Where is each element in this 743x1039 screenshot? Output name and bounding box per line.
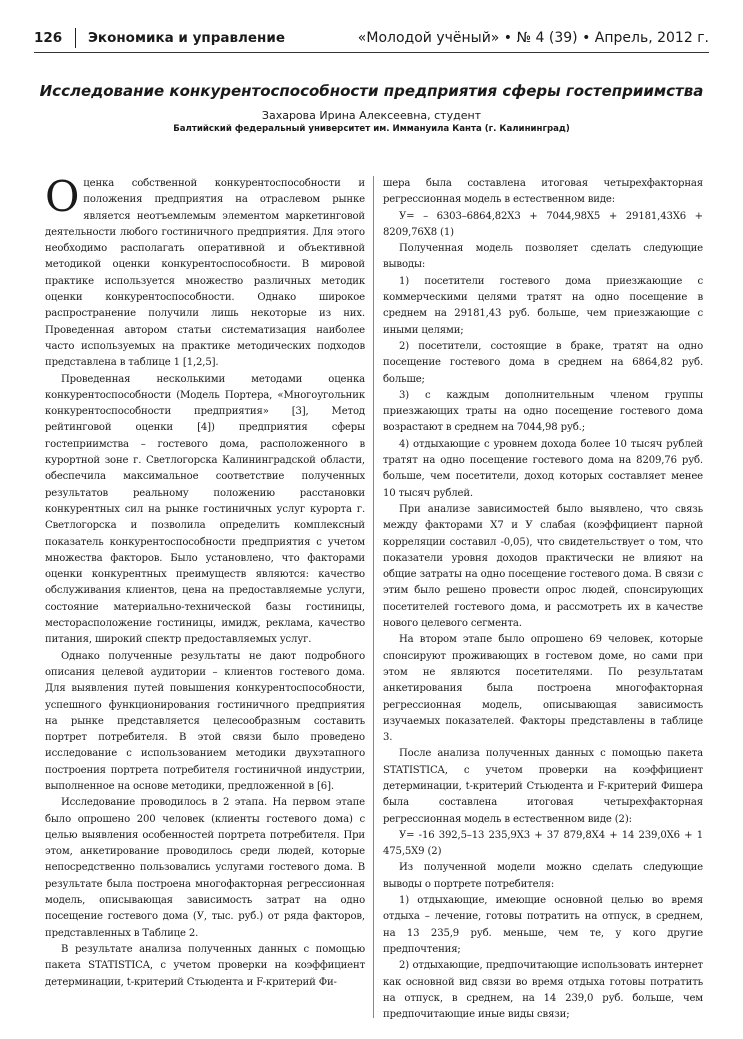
- left-column: [45, 172, 365, 991]
- list-item: 4) отдыхающие с уровнем дохода более 10 тысяч рублей тратят на одно посещение гостевого дома на 8209,76 руб. больше, чем посетители, доход которых составляет менее 10 тысяч рублей.: [383, 438, 703, 499]
- formula: У= – 6303–6864,82Х3 + 7044,98Х5 + 29181,43Х6 + 8209,76Х8 (1): [383, 210, 703, 238]
- right-column: [383, 176, 703, 1023]
- paragraph: Из полученной модели можно сделать следующие выводы о портрете потребителя:: [383, 862, 703, 890]
- formula: У= -16 392,5–13 235,9Х3 + 37 879,8Х4 + 14 239,0Х6 + 1 475,5Х9 (2): [383, 829, 703, 858]
- paragraph: [45, 172, 365, 372]
- paragraph: В результате анализа полученных данных с помощью пакета STATISTICA, с учетом проверки на коэффициент детерминации, t-критерий Стьюдента и F-критерий Фи-: [45, 943, 365, 988]
- header-divider: [75, 28, 76, 48]
- paragraph: При анализе зависимостей было выявлено, что связь между факторами Х7 и У слабая (коэффициент парной корреляции составил -0,05), что свидетельствует о том, что показатели уровня доходов практически не влияют на общие затраты на одно посещение гостевого дома. В связи с этим было решено провести опрос людей, спонсирующих посетителей гостевого дома, и рассмотреть их в качестве нового целевого сегмента.: [383, 503, 703, 630]
- drop-cap: О: [45, 172, 80, 221]
- paragraph: На втором этапе было опрошено 69 человек, которые спонсируют проживающих в гостевом доме, но сами при этом не являются посетителями. По результатам анкетирования была построена многофакторная регрессионная модель, описывающая зависимость изучаемых показателей. Факторы представлены в таблице 3.: [383, 634, 703, 744]
- paragraph: Проведенная несколькими методами оценка конкурентоспособности (Модель Портера, «Многоугольник конкурентоспособности предприятия» [3], Метод рейтинговой оценки [4]) предприятия сферы гостеприимства – гостевого дома, расположенного в курортной зоне г. Светлогорска Калининградской области, обеспечила максимальное соответствие полученных результатов реальному положению расстановки конкурентных сил на рынке гостиничных услуг курорта г. Светлогорска и позволила определить комплексный показатель конкурентоспособности предприятия с учетом множества факторов. Было установлено, что факторами оценки конкурентных преимуществ являются: качество обслуживания клиентов, цена на предоставляемые услуги, состояние материально-технической базы гостиницы, месторасположение гостиницы, имидж, реклама, качество питания, широкий спектр предоставляемых услуг.: [45, 373, 365, 646]
- running-header: [34, 28, 709, 52]
- column-divider: [373, 176, 374, 1018]
- paragraph: Исследование проводилось в 2 этапа. На первом этапе было опрошено 200 человек (клиенты гостевого дома) с целью выявления особенностей портрета потребителя. При этом, анкетирование проводилось среди людей, которые непосредственно пользовались услугами гостевого дома. В результате была построена многофакторная регрессионная модель, описывающая зависимость затрат на одно посещение гостевого дома (У, тыс. руб.) от ряда факторов, представленных в Таблице 2.: [45, 797, 365, 939]
- article-affiliation: Балтийский федеральный университет им. Иммануила Канта (г. Калининград): [173, 124, 570, 134]
- article-title: Исследование конкурентоспособности предприятия сферы гостеприимства: [39, 82, 704, 100]
- list-item: 2) посетители, состоящие в браке, тратят на одно посещение гостевого дома в среднем на 6864,82 руб. больше;: [383, 340, 703, 385]
- page-number: 126: [34, 30, 63, 46]
- article-author: Захарова Ирина Алексеевна, студент: [261, 109, 482, 122]
- header-rule: [34, 52, 709, 53]
- list-item: 3) с каждым дополнительным членом группы приезжающих траты на одно посещение гостевого дома возрастают в среднем на 7044,98 руб.;: [383, 389, 703, 434]
- list-item: 1) отдыхающие, имеющие основной целью во время отдыха – лечение, готовы потратить на отпуск, в среднем, на 13 235,9 руб. меньше, чем те, у кого другие предпочтения;: [383, 895, 703, 955]
- paragraph: Полученная модель позволяет сделать следующие выводы:: [383, 243, 703, 271]
- section-name: Экономика и управление: [88, 30, 286, 46]
- paragraph: Однако полученные результаты не дают подробного описания целевой аудитории – клиентов гостевого дома. Для выявления путей повышения конкурентоспособности, успешного функционирования гостиничного предприятия на рынке представляется целесообразным составить портрет потребителя. В этой связи было проведено исследование с использованием методики двухэтапного построения портрета потребителя гостиничной индустрии, выполненное на основе методики, предложенной в [6].: [45, 650, 365, 792]
- paragraph: шера была составлена итоговая четырехфакторная регрессионная модель в естественном виде:: [383, 178, 703, 206]
- list-item: 2) отдыхающие, предпочитающие использовать интернет как основной вид связи во время отдыха готовы потратить на отпуск, в среднем, на 14 239,0 руб. больше, чем предпочитающие иные виды связи;: [383, 960, 703, 1021]
- list-item: 1) посетители гостевого дома приезжающие с коммерческими целями тратят на одно посещение в среднем на 29181,43 руб. больше, чем приезжающие с иными целями;: [383, 275, 703, 336]
- paragraph: После анализа полученных данных с помощью пакета STATISTICA, с учетом проверки на коэффициент детерминации, t-критерий Стьюдента и F-критерий Фишера была составлена итоговая четырехфакторная регрессионная модель в естественном виде (2):: [383, 748, 703, 825]
- paragraph-text: ценка собственной конкурентоспособности и положения предприятия на отраслевом рынке является неотъемлемым элементом маркетинговой деятельности любого гостиничного предприятия. Для этого необходимо располагать оперативной и объективной методикой оценки конкурентоспособности. В мировой практике используется множество различных методик оценки конкурентоспособности. Однако широкое распространение получили лишь некоторые из них. Проведенная автором статьи систематизация наиболее часто используемых на практике методических подходов представлена в таблице 1 [1,2,5].: [45, 178, 365, 369]
- journal-info: «Молодой учёный» • № 4 (39) • Апрель, 2012 г.: [357, 30, 709, 46]
